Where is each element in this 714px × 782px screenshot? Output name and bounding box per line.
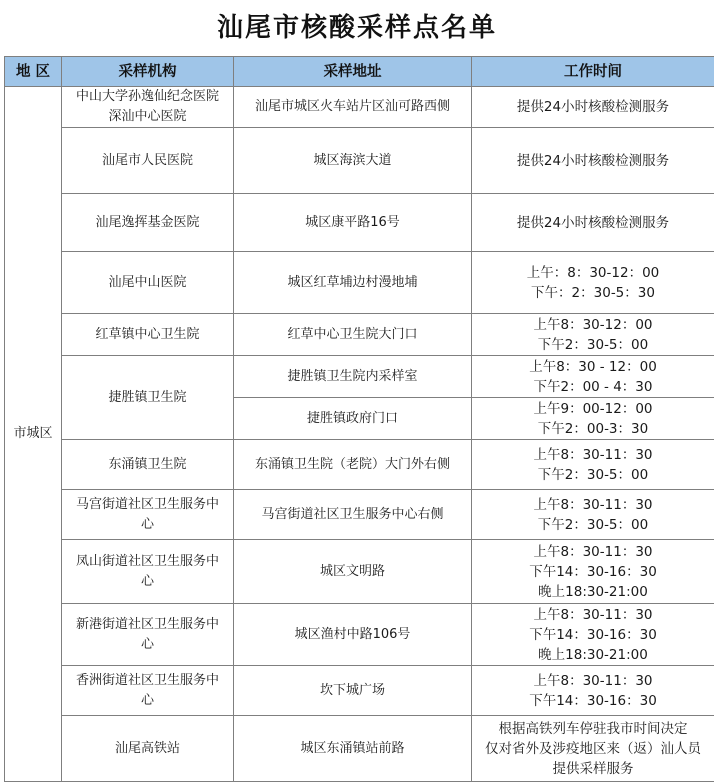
page-title: 汕尾市核酸采样点名单 xyxy=(0,0,714,56)
header-district: 地 区 xyxy=(5,57,62,87)
hours-cell: 上午8：30 - 12：00 下午2：00 - 4：30 xyxy=(472,356,714,398)
address-cell: 城区文明路 xyxy=(234,540,472,604)
header-address: 采样地址 xyxy=(234,57,472,87)
address-cell: 城区海滨大道 xyxy=(234,128,472,194)
org-cell: 新港街道社区卫生服务中 心 xyxy=(62,604,234,666)
address-cell: 坎下城广场 xyxy=(234,666,472,716)
table-row xyxy=(5,716,714,782)
table-row xyxy=(5,440,714,490)
table-row xyxy=(5,87,714,128)
address-cell: 城区东涌镇站前路 xyxy=(234,716,472,782)
table-row xyxy=(5,252,714,314)
org-cell: 汕尾逸挥基金医院 xyxy=(62,194,234,252)
hours-cell: 根据高铁列车停驻我市时间决定 仅对省外及涉疫地区来（返）汕人员 提供采样服务 xyxy=(472,716,714,782)
org-cell: 中山大学孙逸仙纪念医院 深汕中心医院 xyxy=(62,87,234,128)
hours-cell: 上午8：30-12：00 下午2：30-5：00 xyxy=(472,314,714,356)
org-cell: 汕尾中山医院 xyxy=(62,252,234,314)
header-hours: 工作时间 xyxy=(472,57,714,87)
table-row xyxy=(5,314,714,356)
address-cell: 捷胜镇政府门口 xyxy=(234,398,472,440)
hours-cell: 上午8：30-11：30 下午14：30-16：30 xyxy=(472,666,714,716)
org-cell: 红草镇中心卫生院 xyxy=(62,314,234,356)
org-cell: 凤山街道社区卫生服务中 心 xyxy=(62,540,234,604)
address-cell: 东涌镇卫生院（老院）大门外右侧 xyxy=(234,440,472,490)
address-cell: 城区红草埔边村漫地埔 xyxy=(234,252,472,314)
org-cell: 马宫街道社区卫生服务中 心 xyxy=(62,490,234,540)
table-row xyxy=(5,194,714,252)
hours-cell: 提供24小时核酸检测服务 xyxy=(472,87,714,128)
hours-cell: 上午8：30-11：30 下午14：30-16：30 晚上18:30-21:00 xyxy=(472,540,714,604)
hours-cell: 上午9：00-12：00 下午2：00-3：30 xyxy=(472,398,714,440)
address-cell: 城区康平路16号 xyxy=(234,194,472,252)
org-cell: 捷胜镇卫生院 xyxy=(62,356,234,440)
table-row xyxy=(5,490,714,540)
address-cell: 捷胜镇卫生院内采样室 xyxy=(234,356,472,398)
org-cell: 汕尾市人民医院 xyxy=(62,128,234,194)
org-cell: 东涌镇卫生院 xyxy=(62,440,234,490)
sampling-sites-table xyxy=(4,56,714,782)
table-row xyxy=(5,540,714,604)
table-row xyxy=(5,666,714,716)
address-cell: 城区渔村中路106号 xyxy=(234,604,472,666)
address-cell: 红草中心卫生院大门口 xyxy=(234,314,472,356)
table-row xyxy=(5,604,714,666)
header-org: 采样机构 xyxy=(62,57,234,87)
table-row xyxy=(5,128,714,194)
hours-cell: 上午：8：30-12：00 下午：2：30-5：30 xyxy=(472,252,714,314)
table-row xyxy=(5,356,714,398)
org-cell: 香洲街道社区卫生服务中 心 xyxy=(62,666,234,716)
hours-cell: 提供24小时核酸检测服务 xyxy=(472,128,714,194)
header-row xyxy=(5,57,714,87)
hours-cell: 上午8：30-11：30 下午2：30-5：00 xyxy=(472,440,714,490)
hours-cell: 上午8：30-11：30 下午14：30-16：30 晚上18:30-21:00 xyxy=(472,604,714,666)
address-cell: 马宫街道社区卫生服务中心右侧 xyxy=(234,490,472,540)
hours-cell: 提供24小时核酸检测服务 xyxy=(472,194,714,252)
org-cell: 汕尾高铁站 xyxy=(62,716,234,782)
district-cell: 市城区 xyxy=(5,87,62,782)
hours-cell: 上午8：30-11：30 下午2：30-5：00 xyxy=(472,490,714,540)
address-cell: 汕尾市城区火车站片区汕可路西侧 xyxy=(234,87,472,128)
